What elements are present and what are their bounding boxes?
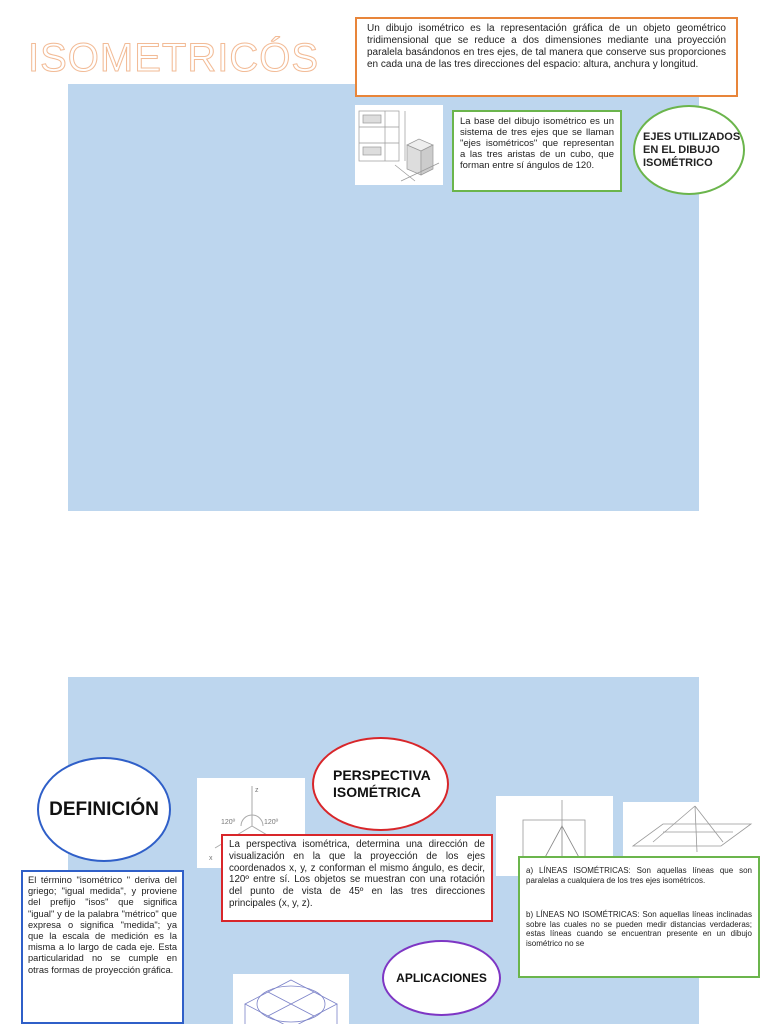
perspectiva-oval bbox=[312, 737, 449, 831]
page-title: ISOMETRICÓS bbox=[28, 36, 320, 80]
plane-figure-image bbox=[623, 802, 761, 858]
perspectiva-text: La perspectiva isométrica, determina una dirección de visualización en la que la proyección de los ejes coordenados x, y, z conforman el mismo ángulo, es decir, 120º entre sí. Los objetos se muestran con una rotación del punto de vista de 45º en las tres direcciones principales (x, y, z). bbox=[229, 839, 485, 909]
isometric-sketch-image bbox=[355, 105, 443, 185]
intro-text: Un dibujo isométrico es la representación gráfica de un objeto geométrico tridimensional que se reduce a dos dimensiones mediante una proyección paralela basándonos en tres ejes, de tal manera que conserve sus proporciones en cada una de las tres direcciones del espacio: altura, anchura y longitud. bbox=[367, 23, 726, 70]
angle-left-label: 120º bbox=[221, 819, 236, 826]
ejes-oval bbox=[633, 105, 745, 195]
lineas-no-isometricas-text: b) LÍNEAS NO ISOMÉTRICAS: Son aquellas líneas inclinadas sobre las cuales no se pueden medir distancias verdaderas; estas líneas cuando se encuentran presente en un dibujo isométrico no se bbox=[526, 910, 752, 948]
lineas-isometricas-text: a) LÍNEAS ISOMÉTRICAS: Son aquellas líneas que son paralelas a cualquiera de los tres ejes isométricos. bbox=[526, 866, 752, 885]
angle-right-label: 120º bbox=[264, 819, 279, 826]
base-text: La base del dibujo isométrico es un sistema de tres ejes que se llaman "ejes isométricos" que representan a las tres aristas de un cubo, que forman entre sí ángulos de 120. bbox=[460, 116, 614, 171]
axis-z-label: z bbox=[255, 787, 259, 794]
intro-text-box bbox=[355, 17, 738, 97]
aplicaciones-oval bbox=[382, 940, 501, 1016]
definicion-oval bbox=[37, 757, 171, 862]
base-text-box bbox=[452, 110, 622, 192]
perspectiva-label: PERSPECTIVA ISOMÉTRICA bbox=[333, 767, 431, 800]
cube-circles-figure-image bbox=[233, 974, 349, 1024]
aplicaciones-label: APLICACIONES bbox=[396, 971, 487, 985]
perspectiva-text-box bbox=[221, 834, 493, 922]
definicion-label: DEFINICIÓN bbox=[49, 798, 159, 820]
definicion-text: El término "isométrico " deriva del griego; "igual medida", y proviene del prefijo "isos" que significa "igual" y de la palabra "métrico" que expresa o significa "medida"; ya que la escala de medición es la misma a lo largo de cada eje. Esta particularidad no se cumple en otras formas de proyección gráfica. bbox=[28, 875, 177, 975]
definicion-text-box bbox=[21, 870, 184, 1024]
ejes-label: EJES UTILIZADOS EN EL DIBUJO ISOMÉTRICO bbox=[643, 130, 741, 169]
axis-x-label: x bbox=[209, 855, 213, 862]
lineas-text-box bbox=[518, 856, 760, 978]
